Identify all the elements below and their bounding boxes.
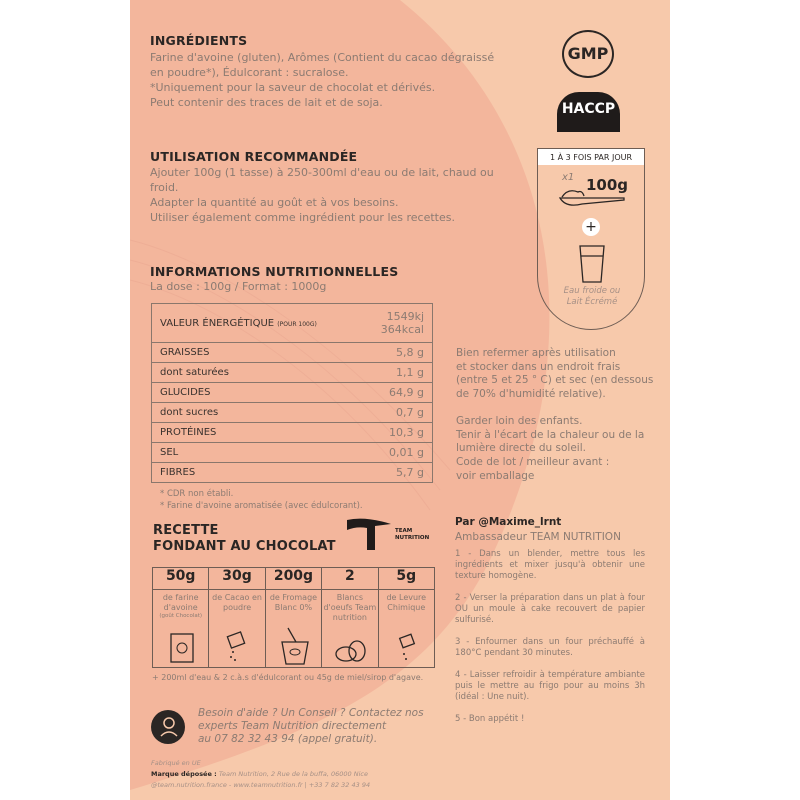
recipe-desc: de farine d'avoine — [162, 593, 199, 612]
cocoa-packet-icon — [225, 630, 249, 664]
team-nutrition-text: TEAM NUTRITION — [395, 528, 430, 541]
glass-icon — [578, 244, 606, 284]
dosage-panel — [537, 148, 645, 330]
storage-line: Tenir à l'écart de la chaleur ou de la — [456, 428, 645, 441]
ingredients-title: INGRÉDIENTS — [150, 33, 248, 48]
recipe-desc: de Fromage Blanc 0% — [269, 593, 318, 612]
nutrient-value: 10,3 g — [361, 423, 433, 443]
recipe-title: FONDANT AU CHOCOLAT — [153, 539, 336, 554]
recipe-qty: 30g — [209, 568, 265, 590]
recipe-step: 3 - Enfourner dans un four préchauffé à 180°C pendant 30 minutes. — [455, 637, 645, 658]
nutrient-label: dont saturées — [152, 363, 361, 383]
dosage-multiplier: x1 — [562, 172, 575, 183]
usage-line: Adapter la quantité au goût et à vos besoins. — [150, 196, 399, 209]
contact-line: @team.nutrition.france - www.teamnutrition.fr | +33 7 82 32 43 94 — [151, 781, 371, 789]
recipe-qty: 200g — [265, 568, 321, 590]
gmp-text: GMP — [567, 44, 609, 63]
scoop-icon — [558, 186, 628, 210]
recipe-desc: Blancs d'oeufs Team nutrition — [323, 593, 377, 622]
recipe-note: (goût Chocolat) — [159, 613, 203, 619]
recipe-author-role: Ambassadeur TEAM NUTRITION — [455, 531, 621, 543]
yogurt-icon — [278, 626, 312, 666]
nutrient-value: 1,1 g — [361, 363, 433, 383]
usage-line: Utiliser également comme ingrédient pour les recettes. — [150, 211, 455, 224]
storage-line: voir emballage — [456, 469, 535, 482]
gmp-logo — [562, 30, 614, 78]
dosage-amount: 100g — [586, 176, 629, 194]
nutrient-value: 0,01 g — [361, 443, 433, 463]
usage-line: Ajouter 100g (1 tasse) à 250-300ml d'eau ou de lait, chaud ou — [150, 166, 494, 179]
storage-line: Bien refermer après utilisation — [456, 347, 616, 359]
nutrient-value: 5,7 g — [361, 463, 433, 483]
made-in: Fabriqué en UE — [151, 759, 201, 767]
yeast-packet-icon — [397, 632, 419, 664]
recipe-desc: de Levure Chimique — [386, 593, 427, 612]
nutrient-label: SEL — [152, 443, 361, 463]
phone-support-icon — [151, 710, 185, 744]
haccp-logo — [557, 92, 620, 132]
nutrient-label: FIBRES — [152, 463, 361, 483]
energy-label: VALEUR ÉNERGÉTIQUE — [160, 317, 275, 329]
brand-address: Team Nutrition, 2 Rue de la buffa, 06000 Nice — [218, 770, 368, 778]
help-line: experts Team Nutrition directement — [198, 720, 387, 732]
ingredients-line: *Uniquement pour la saveur de chocolat et dérivés. — [150, 81, 436, 94]
recipe-qty: 2 — [322, 568, 378, 590]
nutrition-subtitle: La dose : 100g / Format : 1000g — [150, 280, 327, 293]
storage-line: lumière directe du soleil. — [456, 442, 586, 455]
nutrient-label: GRAISSES — [152, 343, 361, 363]
flour-bag-icon — [169, 630, 195, 664]
dosage-liquid: Eau froide ou — [563, 286, 621, 296]
recipe-table — [152, 567, 435, 668]
dosage-header: 1 À 3 FOIS PAR JOUR — [538, 148, 644, 165]
storage-line: Garder loin des enfants. — [456, 414, 583, 427]
ingredients-line: en poudre*), Édulcorant : sucralose. — [150, 66, 349, 79]
table-row — [152, 463, 433, 483]
table-row — [152, 363, 433, 383]
help-line: au 07 82 32 43 94 (appel gratuit). — [198, 733, 378, 745]
ingredients-line: Farine d'avoine (gluten), Arômes (Contient du cacao dégraissé — [150, 51, 495, 64]
recipe-title: RECETTE — [153, 523, 219, 538]
recipe-qty: 50g — [153, 568, 209, 590]
nutrient-label: GLUCIDES — [152, 383, 361, 403]
table-row — [152, 343, 433, 363]
dosage-liquid: Lait Écrémé — [566, 297, 618, 307]
storage-line: Code de lot / meilleur avant : — [456, 455, 610, 468]
recipe-qty: 5g — [378, 568, 434, 590]
nutrition-table — [151, 303, 433, 483]
plus-icon: + — [582, 218, 600, 236]
footnote: * Farine d'avoine aromatisée (avec édulcorant). — [160, 501, 363, 511]
energy-kcal: 364kcal — [380, 323, 424, 336]
recipe-step: 4 - Laisser refroidir à température ambiante puis le mettre au frigo pour au moins 3h (idéal : Une nuit). — [455, 670, 645, 702]
nutrient-label: PROTÉINES — [152, 423, 361, 443]
table-row — [152, 304, 433, 343]
table-row — [152, 383, 433, 403]
recipe-step: 5 - Bon appétit ! — [455, 714, 525, 724]
nutrient-value: 0,7 g — [361, 403, 433, 423]
ingredients-line: Peut contenir des traces de lait et de soja. — [150, 96, 383, 109]
usage-title: UTILISATION RECOMMANDÉE — [150, 149, 358, 164]
recipe-step: 2 - Verser la préparation dans un plat à four OU un moule à cake recouvert de papier sulfurisé. — [455, 593, 645, 625]
table-row — [152, 423, 433, 443]
team-nutrition-logo — [345, 516, 440, 552]
storage-line: (entre 5 et 25 ° C) et sec (en dessous — [456, 374, 654, 387]
energy-kj: 1549kj — [386, 310, 424, 323]
usage-line: froid. — [150, 181, 179, 194]
footnote: * CDR non établi. — [160, 489, 234, 499]
nutrition-title: INFORMATIONS NUTRITIONNELLES — [150, 264, 399, 279]
nutrient-value: 64,9 g — [361, 383, 433, 403]
nutrient-value: 5,8 g — [361, 343, 433, 363]
storage-line: de 70% d'humidité relative). — [456, 388, 606, 401]
recipe-extra: + 200ml d'eau & 2 c.à.s d'édulcorant ou 45g de miel/sirop d'agave. — [152, 673, 424, 682]
haccp-text: HACCP — [561, 101, 616, 117]
help-line: Besoin d'aide ? Un Conseil ? Contactez nos — [198, 707, 424, 719]
table-row — [152, 443, 433, 463]
storage-line: et stocker dans un endroit frais — [456, 360, 621, 373]
brand-label: Marque déposée : — [151, 770, 217, 778]
energy-unit: (POUR 100G) — [277, 320, 317, 328]
recipe-step: 1 - Dans un blender, mettre tous les ingrédients et mixer jusqu'à obtenir une texture homogène. — [455, 549, 645, 581]
nutrient-label: dont sucres — [152, 403, 361, 423]
recipe-desc: de Cacao en poudre — [212, 593, 262, 612]
table-row — [152, 403, 433, 423]
egg-icon — [334, 638, 368, 664]
recipe-author: Par @Maxime_lrnt — [455, 516, 562, 528]
